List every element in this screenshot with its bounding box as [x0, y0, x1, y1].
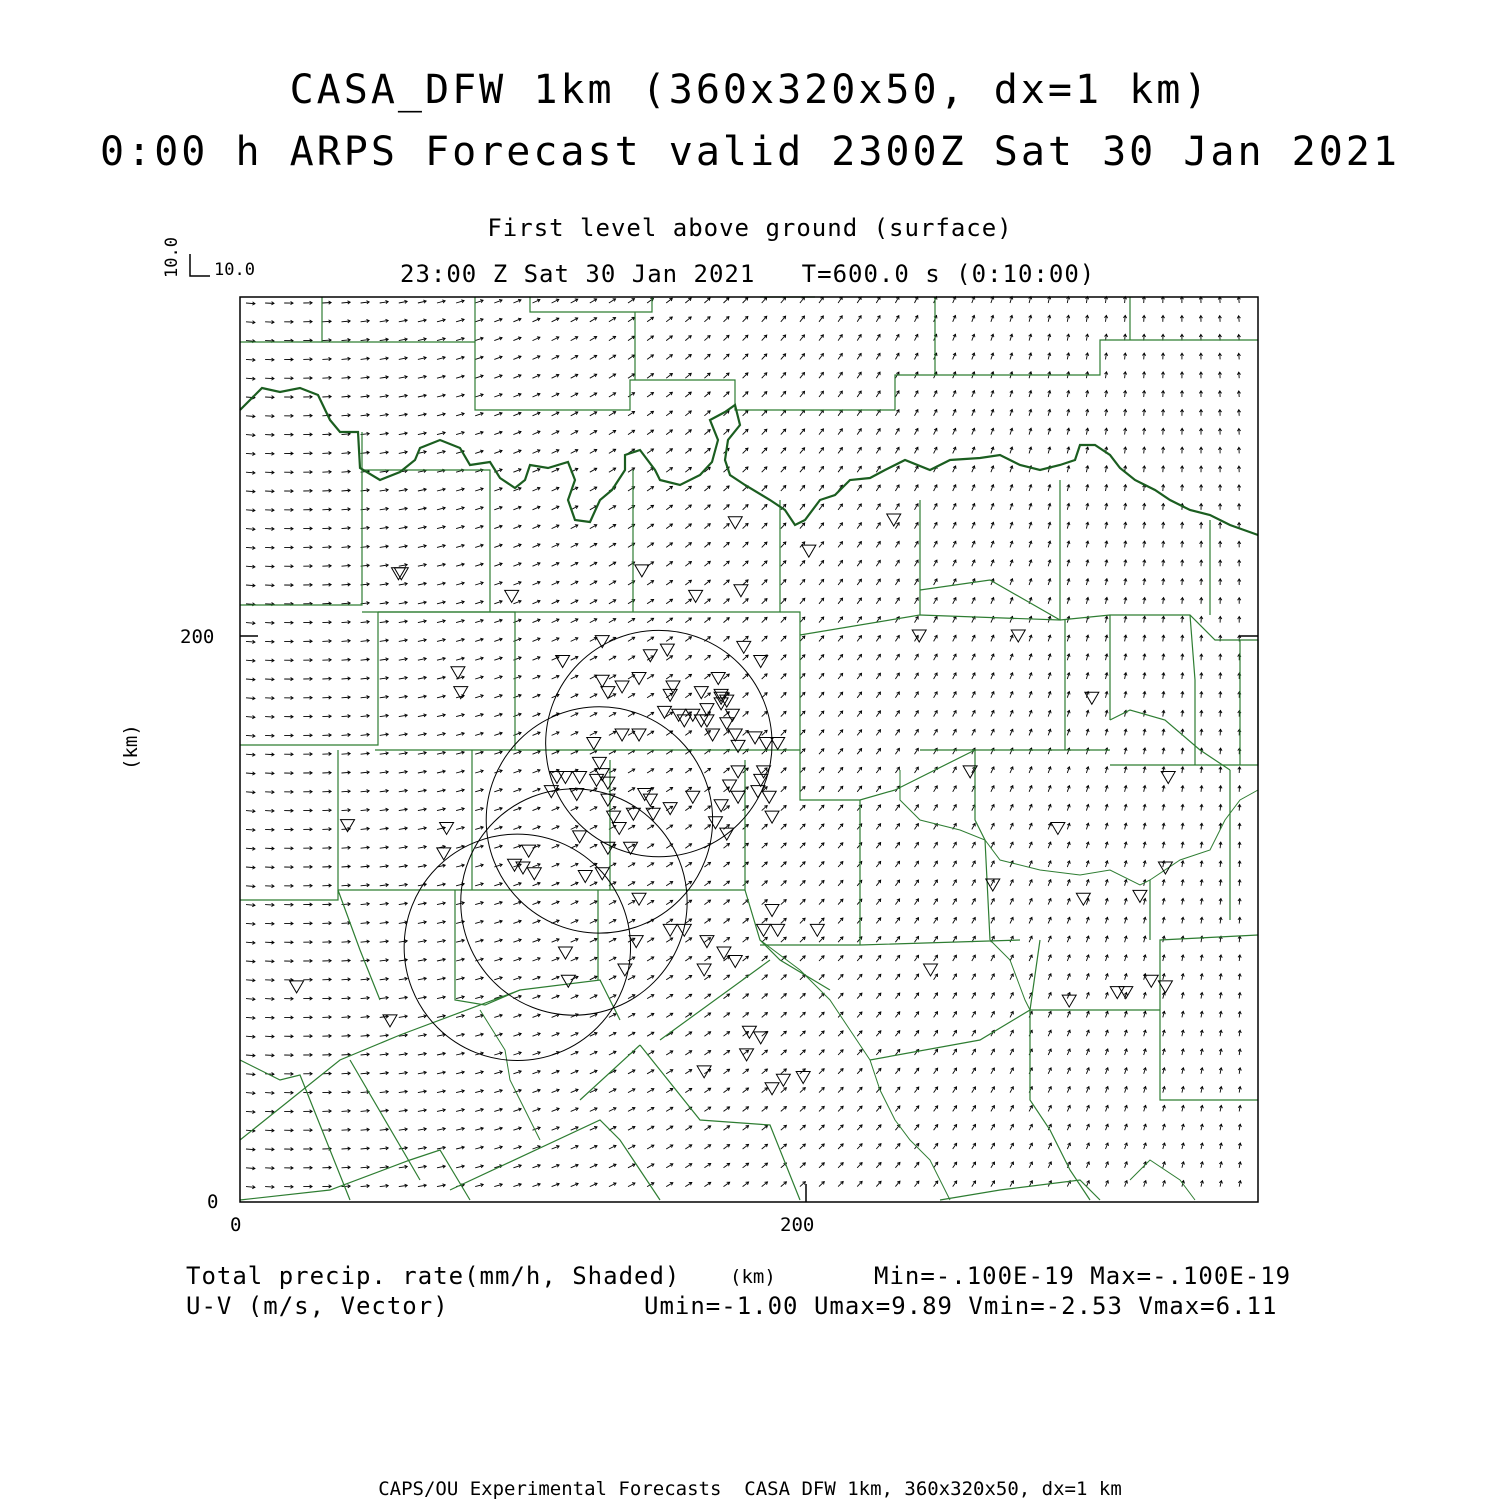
- field2-stats: Umin=-1.00 Umax=9.89 Vmin=-2.53 Vmax=6.11: [644, 1292, 1278, 1320]
- credit-line: CAPS/OU Experimental Forecasts CASA DFW 1km, 360x320x50, dx=1 km: [378, 1478, 1122, 1500]
- reference-vector-v-label: 10.0: [162, 237, 182, 278]
- y-tick-label-200: 200: [180, 626, 215, 648]
- title-line-2: 0:00 h ARPS Forecast valid 2300Z Sat 30 Jan 2021: [100, 129, 1400, 175]
- level-label: First level above ground (surface): [487, 214, 1013, 242]
- field2-label: U-V (m/s, Vector): [186, 1292, 449, 1320]
- time-label: 23:00 Z Sat 30 Jan 2021 T=600.0 s (0:10:00): [400, 260, 1096, 288]
- y-tick-label-0: 0: [207, 1191, 219, 1213]
- x-tick-label-0: 0: [230, 1214, 242, 1236]
- y-axis-label: (km): [120, 724, 142, 770]
- x-axis-label: (km): [730, 1266, 776, 1288]
- reference-vector-u-label: 10.0: [214, 260, 255, 280]
- title-line-1: CASA_DFW 1km (360x320x50, dx=1 km): [289, 67, 1211, 113]
- field1-stats: Min=-.100E-19 Max=-.100E-19: [874, 1262, 1292, 1290]
- x-tick-label-200: 200: [780, 1214, 815, 1236]
- field1-label: Total precip. rate(mm/h, Shaded): [186, 1262, 681, 1290]
